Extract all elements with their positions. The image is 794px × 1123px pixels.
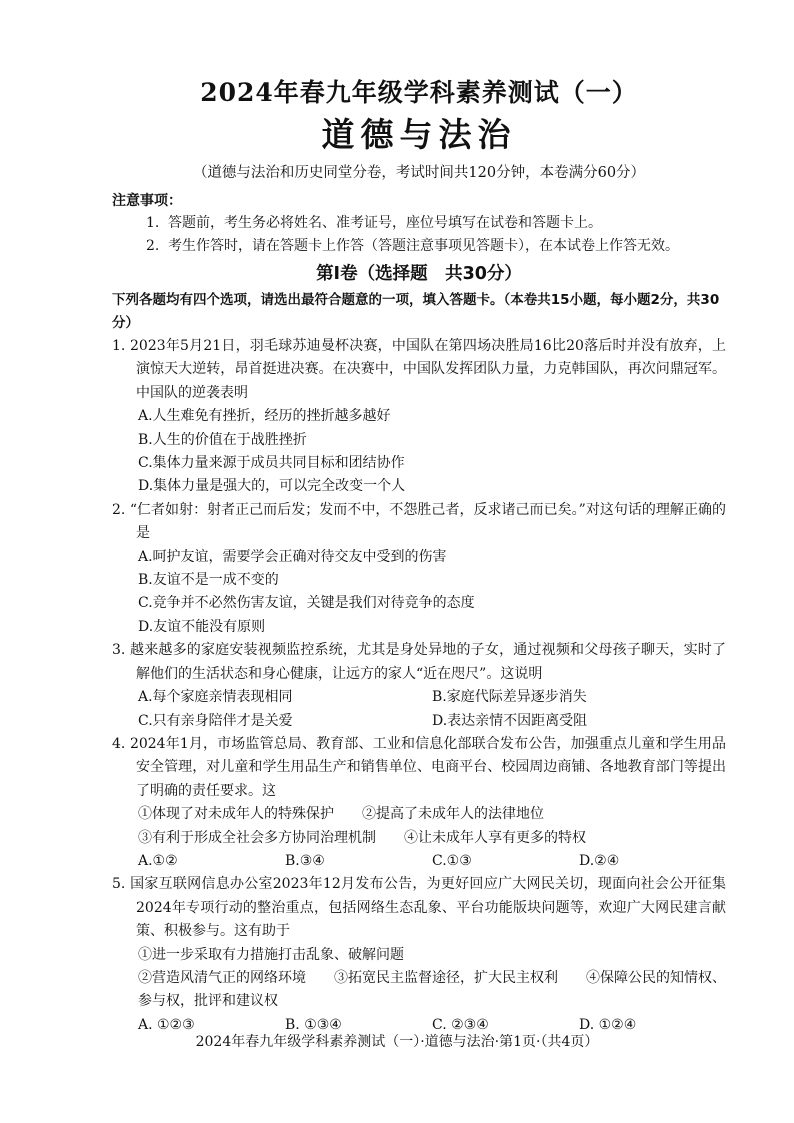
option-b: B. ①③④ [285,1016,342,1033]
notice-text: 答题前，考生务必将姓名、准考证号，座位号填写在试卷和答题卡上。 [168,215,602,231]
statement-line: ③有利于形成全社会多方协同治理机制 ④让未成年人享有更多的特权 [138,829,586,846]
statement-line: ①体现了对未成年人的特殊保护 ②提高了未成年人的法律地位 [138,806,544,823]
exam-info: （道德与法治和历史同堂分卷，考试时间共120分钟，本卷满分60分） [192,165,646,181]
option-a: A.呵护友谊，需要学会正确对待交友中受到的伤害 [138,548,447,565]
option-d: D.②④ [579,852,620,869]
exam-title: 2024年春九年级学科素养测试（一） [200,78,638,107]
question-stem: 5. 国家互联网信息办公室2023年12月发布公告，为更好回应广大网民关切，现面向社会公开征集2024年专项行动的整治重点，包括网络生态乱象、平台功能版块问题等，欢迎广大网民建言献策、积极参与。这有助于 [112,876,726,940]
notice-number: 1. [146,215,160,231]
question-2 [112,499,726,639]
option-c: C. ②③④ [432,1016,489,1033]
notice-item [112,212,726,235]
option-d: D.表达亲情不因距离受阻 [432,712,588,729]
notice-number: 2. [146,238,160,254]
notice-title: 注意事项： [112,193,182,209]
option-row [112,850,726,873]
question-stem: 3. 越来越多的家庭安装视频监控系统，尤其是身处异地的子女，通过视频和父母孩子聊天，实时了解他们的生活状态和身心健康，让远方的家人“近在咫尺”。这说明 [112,642,726,682]
question-5 [112,873,726,1037]
notice-block [112,190,726,258]
option-a: A.每个家庭亲情表现相同 [138,689,293,706]
section-instructions: 下列各题均有四个选项，请选出最符合题意的一项，填入答题卡。（本卷共15小题，每小题2分，共30分） [112,292,720,331]
subject-title: 道德与法治 [321,115,517,154]
option-d: D.集体力量是强大的，可以完全改变一个人 [138,478,406,495]
question-3 [112,639,726,733]
page-footer: 2024年春九年级学科素养测试（一）·道德与法治·第1页·（共4页） [195,1034,599,1050]
option-c: C.只有亲身陪伴才是关爱 [138,712,293,729]
question-1 [112,335,726,499]
option-b: B.家庭代际差异逐步消失 [432,689,587,706]
option-a: A. ①②③ [138,1016,195,1033]
section-title: 第Ⅰ卷（选择题 共30分） [316,264,522,284]
question-stem: 1. 2023年5月21日，羽毛球苏迪曼杯决赛，中国队在第四场决胜局16比20落后时并没有放弃，上演惊天大逆转，昂首挺进决赛。在决赛中，中国队发挥团队力量，力克韩国队，再次问鼎冠军。中国队的逆袭表明 [112,338,726,401]
notice-text: 考生作答时，请在答题卡上作答（答题注意事项见答题卡），在本试卷上作答无效。 [168,238,679,254]
option-b: B.③④ [285,852,325,869]
question-stem: 2. “仁者如射：射者正己而后发；发而不中，不怨胜己者，反求诸己而已矣。”对这句话的理解正确的是 [112,501,726,542]
notice-item [112,235,726,258]
option-d: D. ①②④ [579,1016,637,1033]
option-c: C.竞争并不必然伤害友谊，关键是我们对待竞争的态度 [138,595,475,612]
option-c: C.集体力量来源于成员共同目标和团结协作 [138,455,405,472]
statement-line: ②营造风清气正的网络环境 ③拓宽民主监督途径，扩大民主权利 ④保障公民的知情权、参与权，批评和建议权 [138,969,726,1010]
option-a: A.①② [138,852,178,869]
option-row [112,686,726,709]
option-b: B.友谊不是一成不变的 [138,572,279,589]
option-c: C.①③ [432,852,472,869]
question-stem: 4. 2024年1月，市场监管总局、教育部、工业和信息化部联合发布公告，加强重点儿童和学生用品安全管理，对儿童和学生用品生产和销售单位、电商平台、校园周边商铺、各地教育部门等提出了明确的责任要求。这 [112,735,726,799]
option-a: A.人生难免有挫折，经历的挫折越多越好 [138,408,391,425]
option-row [112,710,726,733]
question-4 [112,733,726,873]
statement-line: ①进一步采取有力措施打击乱象、破解问题 [138,946,404,963]
option-b: B.人生的价值在于战胜挫折 [138,431,307,448]
option-d: D.友谊不能没有原则 [138,618,266,635]
